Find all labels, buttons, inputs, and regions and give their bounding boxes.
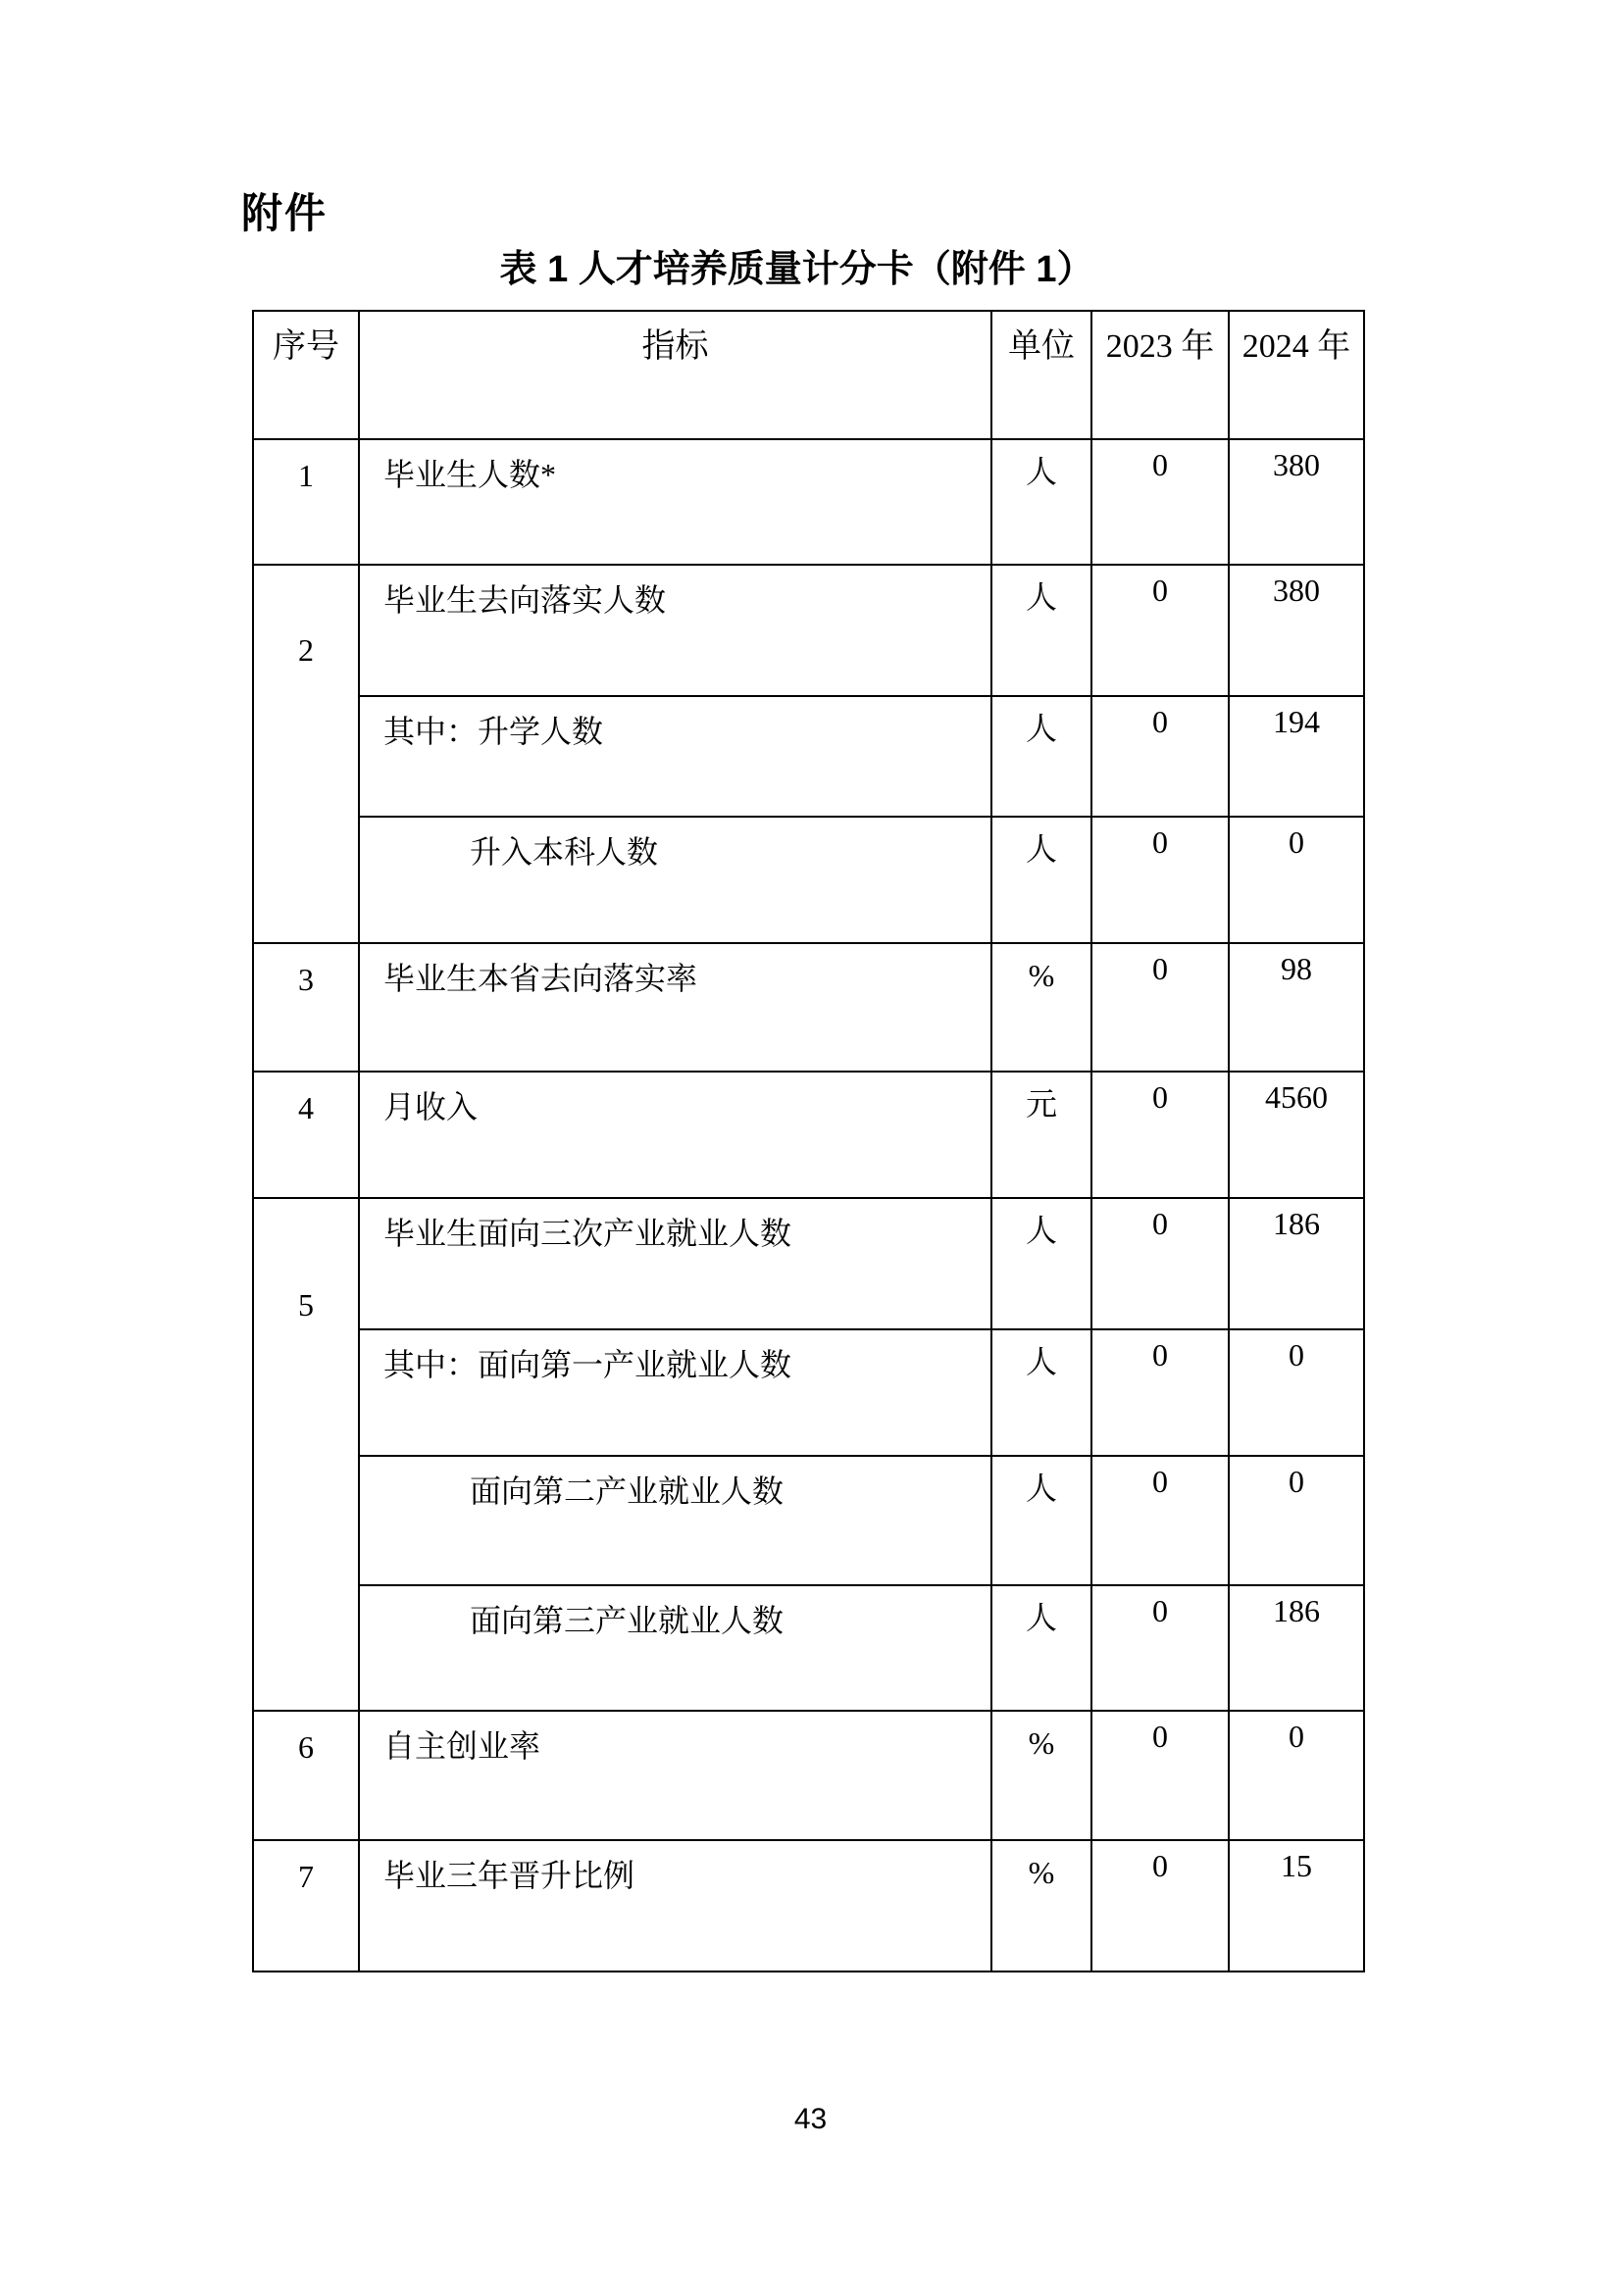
table-row [253,1456,1364,1585]
table-row [253,1198,1364,1329]
table-row [253,696,1364,817]
table-row [253,1329,1364,1456]
unit-cell: 元 [991,1072,1091,1198]
value-2024-cell: 4560 [1229,1072,1364,1198]
value-2024-cell: 194 [1229,696,1364,817]
indicator-cell: 毕业生本省去向落实率 [359,943,991,1072]
attachment-label: 附件 [241,190,329,236]
col-header-unit: 单位 [991,311,1091,439]
indicator-cell: 升入本科人数 [359,817,991,943]
table-row [253,1711,1364,1840]
unit-cell: 人 [991,1198,1091,1329]
row-number-cell: 4 [253,1072,359,1198]
value-2023-cell: 0 [1091,1711,1229,1840]
page-number: 43 [793,2103,828,2135]
indicator-cell: 毕业生面向三次产业就业人数 [359,1198,991,1329]
value-2024-cell: 0 [1229,1456,1364,1585]
indicator-cell: 面向第二产业就业人数 [359,1456,991,1585]
row-number-cell: 7 [253,1840,359,1972]
value-2023-cell: 0 [1091,1072,1229,1198]
col-header-indicator: 指标 [359,311,991,439]
value-2024-cell: 0 [1229,1329,1364,1456]
unit-cell: 人 [991,817,1091,943]
indicator-cell: 毕业生人数* [359,439,991,565]
col-header-y2023: 2023 年 [1091,311,1229,439]
value-2024-cell: 0 [1229,1711,1364,1840]
table-body [253,439,1364,1972]
value-2024-cell: 0 [1229,817,1364,943]
unit-cell: % [991,1711,1091,1840]
unit-cell: 人 [991,1329,1091,1456]
indicator-cell: 其中：面向第一产业就业人数 [359,1329,991,1456]
unit-cell: 人 [991,1456,1091,1585]
table-title: 表 1 人才培养质量计分卡（附件 1） [499,249,1094,290]
value-2024-cell: 186 [1229,1585,1364,1711]
table-row [253,565,1364,696]
value-2023-cell: 0 [1091,1329,1229,1456]
table-row [253,943,1364,1072]
unit-cell: 人 [991,439,1091,565]
row-number-cell: 6 [253,1711,359,1840]
row-number-cell: 1 [253,439,359,565]
value-2024-cell: 380 [1229,439,1364,565]
indicator-cell: 毕业生去向落实人数 [359,565,991,696]
value-2023-cell: 0 [1091,1840,1229,1972]
indicator-cell: 面向第三产业就业人数 [359,1585,991,1711]
col-header-y2024: 2024 年 [1229,311,1364,439]
unit-cell: 人 [991,565,1091,696]
scorecard-table [252,310,1365,1972]
value-2023-cell: 0 [1091,696,1229,817]
value-2024-cell: 15 [1229,1840,1364,1972]
unit-cell: 人 [991,696,1091,817]
value-2023-cell: 0 [1091,1456,1229,1585]
table-row [253,1840,1364,1972]
table-row [253,439,1364,565]
row-number-cell: 3 [253,943,359,1072]
indicator-cell: 月收入 [359,1072,991,1198]
indicator-cell: 自主创业率 [359,1711,991,1840]
table-row [253,817,1364,943]
col-header-no: 序号 [253,311,359,439]
indicator-cell: 毕业三年晋升比例 [359,1840,991,1972]
value-2023-cell: 0 [1091,943,1229,1072]
table-row [253,1585,1364,1711]
row-number-cell: 2 [253,565,359,943]
table-row [253,1072,1364,1198]
unit-cell: % [991,943,1091,1072]
indicator-cell: 其中：升学人数 [359,696,991,817]
value-2023-cell: 0 [1091,565,1229,696]
value-2023-cell: 0 [1091,817,1229,943]
unit-cell: % [991,1840,1091,1972]
value-2023-cell: 0 [1091,1198,1229,1329]
value-2023-cell: 0 [1091,1585,1229,1711]
row-number-cell: 5 [253,1198,359,1711]
value-2024-cell: 380 [1229,565,1364,696]
table-header-row [253,311,1364,439]
unit-cell: 人 [991,1585,1091,1711]
value-2024-cell: 186 [1229,1198,1364,1329]
value-2023-cell: 0 [1091,439,1229,565]
value-2024-cell: 98 [1229,943,1364,1072]
